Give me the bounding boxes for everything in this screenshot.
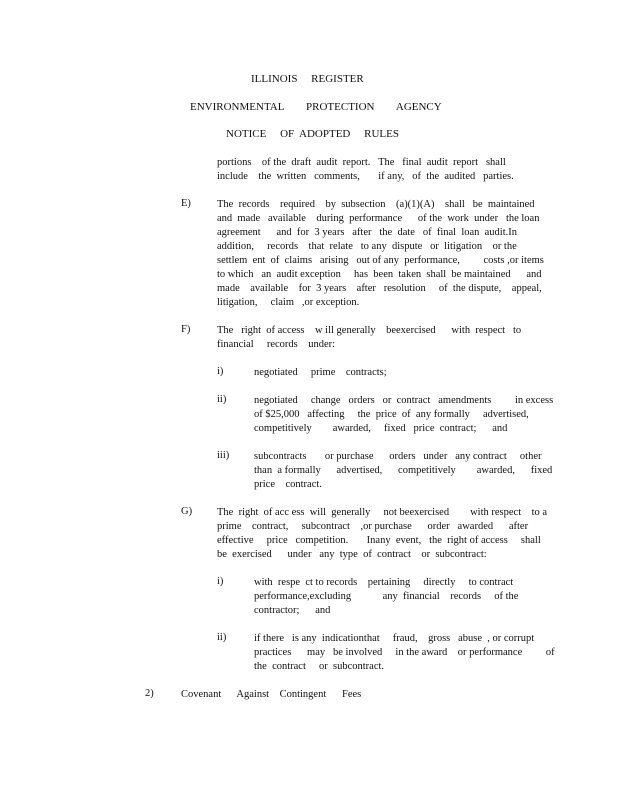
section-f-item-label: iii): [217, 450, 230, 461]
section-f-item-line: subcontracts or purchase orders under any contract other: [254, 451, 542, 462]
section-e-line: agreement and for 3 years after the date of final loan audit.In: [217, 227, 518, 238]
section-f-item-label: ii): [217, 394, 227, 405]
section-g-item-line: if there is any indicationthat fraud, gross abuse , or corrupt: [254, 633, 535, 644]
section-f-line: financial records under:: [217, 339, 336, 350]
section-f-item-line: of $25,000 affecting the price of any formally advertised,: [254, 409, 529, 420]
section-2-label: 2): [145, 688, 154, 699]
notice-title: NOTICE OF ADOPTED RULES: [226, 128, 399, 140]
section-g-item-line: practices may be involved in the award or performance of: [254, 647, 555, 658]
section-e-line: litigation, claim ,or exception.: [217, 297, 360, 308]
section-g-label: G): [181, 506, 193, 517]
section-f-label: F): [181, 324, 191, 335]
intro-line: include the written comments, if any, of the audited parties.: [217, 171, 514, 182]
section-e-line: The records required by subsection (a)(1)(A) shall be maintained: [217, 199, 535, 210]
agency-title: ENVIRONMENTAL PROTECTION AGENCY: [190, 101, 442, 113]
section-e-label: E): [181, 198, 191, 209]
section-e-line: to which an audit exception has been taken shall be maintained and: [217, 269, 542, 280]
section-g-item-line: performance,excluding any financial records of the: [254, 591, 519, 602]
section-f-item-line: negotiated change orders or contract amendments in excess: [254, 395, 554, 406]
section-f-item-line: price contract.: [254, 479, 322, 490]
section-g-line: effective price competition. Inany event, the right of access shall: [217, 535, 541, 546]
register-title: ILLINOIS REGISTER: [251, 73, 364, 85]
section-f-item-line: competitively awarded, fixed price contract; and: [254, 423, 508, 434]
section-e-line: made available for 3 years after resolution of the dispute, appeal,: [217, 283, 542, 294]
section-g-item-label: i): [217, 576, 224, 587]
section-g-item-label: ii): [217, 632, 227, 643]
section-g-line: The right of acc ess will generally not beexercised with respect to a: [217, 507, 548, 518]
section-g-line: be exercised under any type of contract or subcontract:: [217, 549, 487, 560]
section-g-item-line: contractor; and: [254, 605, 331, 616]
intro-line: portions of the draft audit report. The final audit report shall: [217, 157, 506, 168]
section-e-line: and made available during performance of the work under the loan: [217, 213, 540, 224]
section-g-line: prime contract, subcontract ,or purchase order awarded after: [217, 521, 529, 532]
section-f-item-line: negotiated prime contracts;: [254, 367, 387, 378]
section-f-item-line: than a formally advertised, competitively awarded, fixed: [254, 465, 553, 476]
section-f-line: The right of access w ill generally beexercised with respect to: [217, 325, 522, 336]
section-2-title: Covenant Against Contingent Fees: [181, 689, 362, 700]
section-e-line: settlem ent of claims arising out of any performance, costs ,or items: [217, 255, 544, 266]
section-g-item-line: with respe ct to records pertaining directly to contract: [254, 577, 514, 588]
section-g-item-line: the contract or subcontract.: [254, 661, 385, 672]
section-e-line: addition, records that relate to any dispute or litigation or the: [217, 241, 517, 252]
section-f-item-label: i): [217, 366, 224, 377]
